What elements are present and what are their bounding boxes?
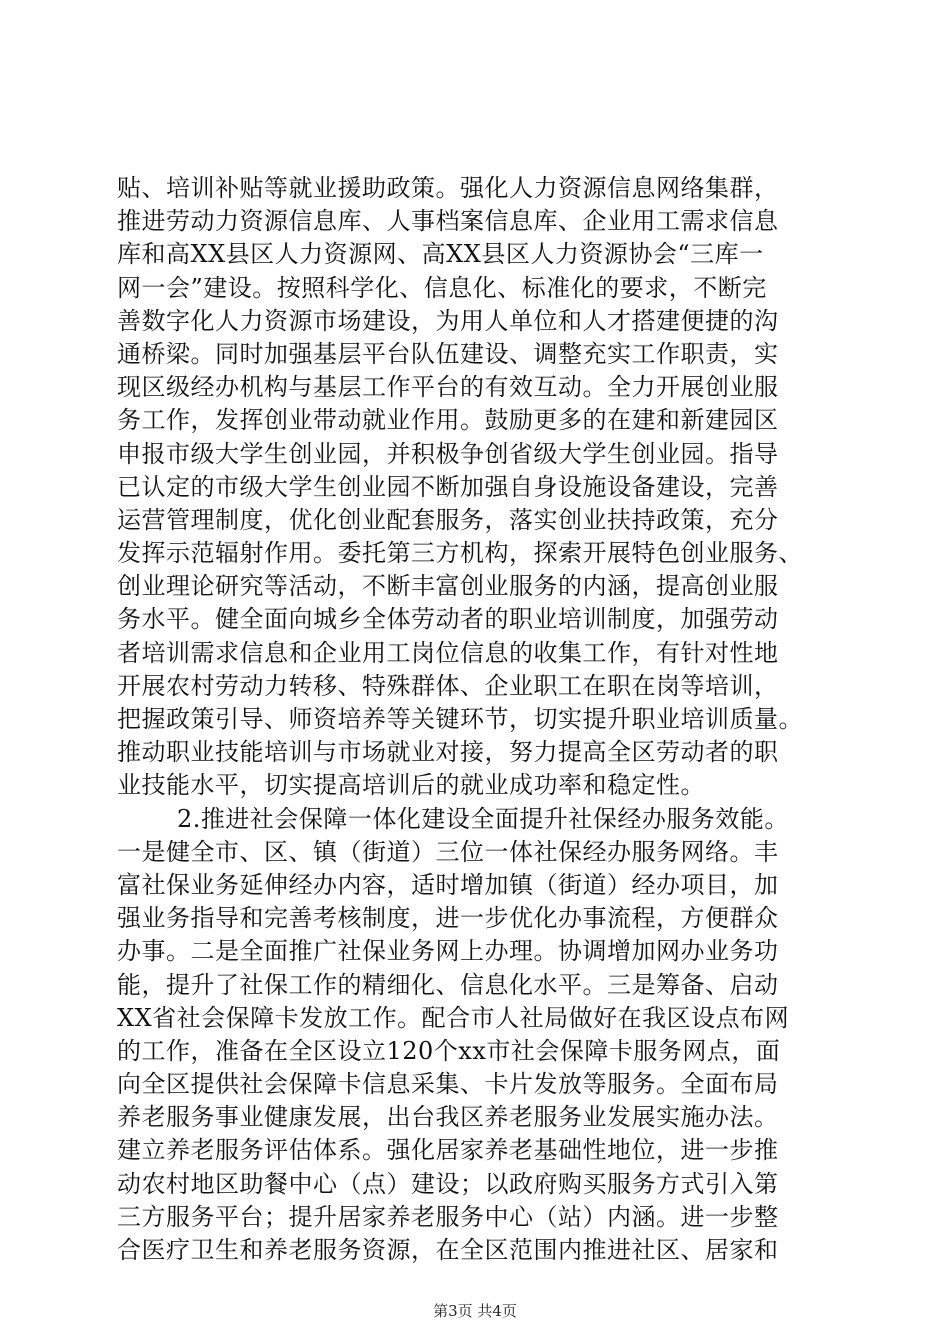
text-line: XX省社会保障卡发放工作。配合市人社局做好在我区设点布网: [117, 1003, 790, 1032]
text-line: 向全区提供社会保障卡信息采集、卡片发放等服务。全面布局: [117, 1070, 779, 1099]
text-line: 务工作，发挥创业带动就业作用。鼓励更多的在建和新建园区: [117, 406, 779, 435]
text-line: 通桥梁。同时加强基层平台队伍建设、调整充实工作职责，实: [117, 339, 779, 368]
text-line: 善数字化人力资源市场建设，为用人单位和人才搭建便捷的沟: [117, 306, 779, 335]
text-line: 推进劳动力资源信息库、人事档案信息库、企业用工需求信息: [117, 207, 779, 236]
text-line: 推动职业技能培训与市场就业对接，努力提高全区劳动者的职: [117, 738, 779, 767]
section-heading: 2.推进社会保障一体化建设全面提升社保经办服务效能。: [177, 804, 789, 833]
text-line: 的工作，准备在全区设立120个xx市社会保障卡服务网点，面: [117, 1036, 781, 1065]
text-line: 一是健全市、区、镇（街道）三位一体社保经办服务网络。丰: [117, 837, 779, 866]
text-line: 建立养老服务评估体系。强化居家养老基础性地位，进一步推: [117, 1136, 779, 1165]
text-line: 养老服务事业健康发展，出台我区养老服务业发展实施办法。: [117, 1103, 779, 1132]
text-line: 开展农村劳动力转移、特殊群体、企业职工在职在岗等培训，: [117, 671, 779, 700]
text-line: 三方服务平台；提升居家养老服务中心（站）内涵。进一步整: [117, 1202, 779, 1231]
text-line: 库和高XX县区人力资源网、高XX县区人力资源协会“三库一: [117, 240, 764, 269]
text-line: 务水平。健全面向城乡全体劳动者的职业培训制度，加强劳动: [117, 605, 779, 634]
text-line: 办事。二是全面推广社保业务网上办理。协调增加网办业务功: [117, 937, 779, 966]
text-line: 者培训需求信息和企业用工岗位信息的收集工作，有针对性地: [117, 638, 779, 667]
text-line: 网一会”建设。按照科学化、信息化、标准化的要求，不断完: [117, 273, 767, 302]
text-line: 动农村地区助餐中心（点）建设；以政府购买服务方式引入第: [117, 1169, 779, 1198]
text-line: 强业务指导和完善考核制度，进一步优化办事流程，方便群众: [117, 904, 779, 933]
document-body: [117, 172, 839, 1267]
text-line: 已认定的市级大学生创业园不断加强自身设施设备建设，完善: [117, 472, 779, 501]
text-line: 业技能水平，切实提高培训后的就业成功率和稳定性。: [117, 771, 705, 800]
text-line: 把握政策引导、师资培养等关键环节，切实提升职业培训质量。: [117, 705, 803, 733]
text-line: 富社保业务延伸经办内容，适时增加镇（街道）经办项目，加: [117, 870, 779, 899]
text-line: 贴、培训补贴等就业援助政策。强化人力资源信息网络集群，: [117, 174, 779, 202]
text-line: 能，提升了社保工作的精细化、信息化水平。三是筹备、启动: [117, 970, 779, 999]
text-line: 创业理论研究等活动，不断丰富创业服务的内涵，提高创业服: [117, 572, 779, 601]
text-line: 申报市级大学生创业园，并积极争创省级大学生创业园。指导: [117, 439, 779, 468]
text-line: 现区级经办机构与基层工作平台的有效互动。全力开展创业服: [117, 373, 779, 402]
text-line: 发挥示范辐射作用。委托第三方机构，探索开展特色创业服务、: [117, 539, 803, 568]
text-line: 合医疗卫生和养老服务资源，在全区范围内推进社区、居家和: [117, 1236, 779, 1264]
text-line: 运营管理制度，优化创业配套服务，落实创业扶持政策，充分: [117, 505, 779, 534]
page-number-footer: 第3页 共4页: [433, 1302, 517, 1320]
